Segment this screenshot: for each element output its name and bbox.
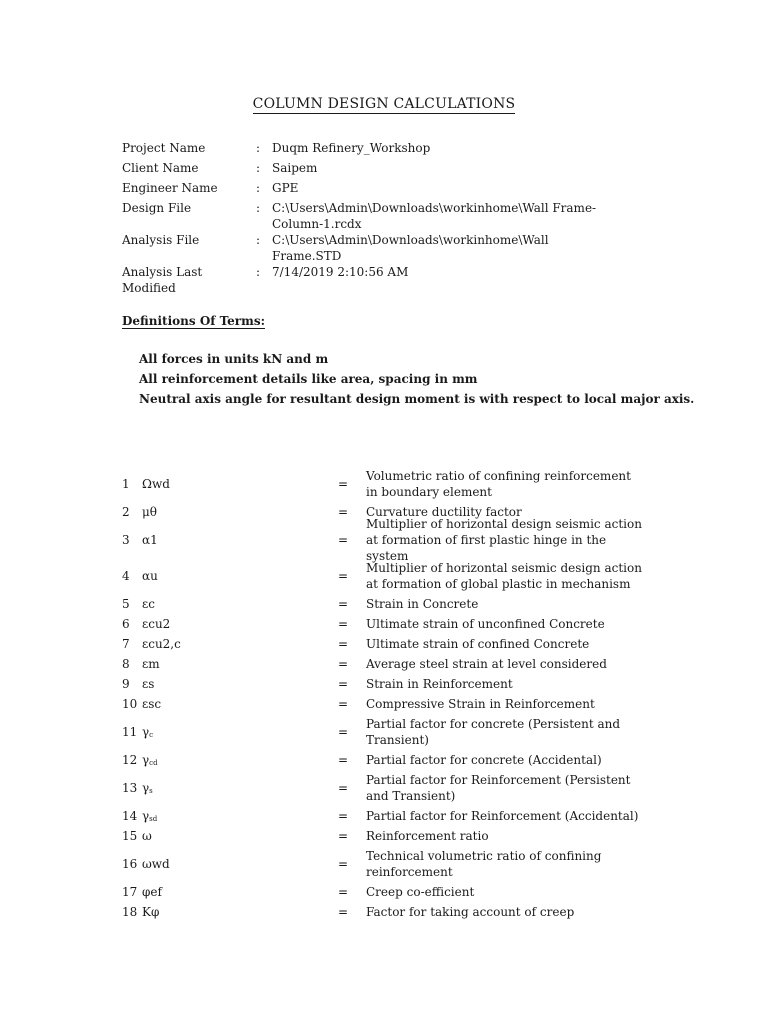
info-colon: : — [256, 233, 261, 247]
term-equals: = — [338, 617, 349, 631]
term-equals: = — [338, 677, 349, 691]
term-symbol-text: εm — [142, 657, 160, 671]
term-symbol-text: ωwd — [142, 857, 170, 871]
term-symbol-text: αu — [142, 569, 158, 583]
term-row — [122, 614, 652, 634]
term-number: 14 — [122, 809, 138, 823]
term-symbol-text: γ — [142, 809, 150, 823]
term-symbol-subscript: cd — [149, 759, 158, 767]
note-reinforcement-units: All reinforcement details like area, spacing in mm — [139, 372, 478, 386]
term-description: Average steel strain at level considered — [366, 657, 607, 671]
term-symbol-text: εcu2,c — [142, 637, 181, 651]
term-number: 10 — [122, 697, 138, 711]
term-row — [122, 594, 652, 614]
note-forces-units: All forces in units kN and m — [139, 352, 329, 366]
term-description: Partial factor for Reinforcement (Accidental) — [366, 809, 639, 823]
term-symbol-subscript: sd — [149, 815, 158, 823]
term-number: 13 — [122, 781, 138, 795]
term-symbol-text: α1 — [142, 533, 158, 547]
term-number: 15 — [122, 829, 138, 843]
term-symbol — [142, 828, 338, 844]
term-equals: = — [338, 533, 349, 547]
term-description: Compressive Strain in Reinforcement — [366, 697, 595, 711]
term-symbol — [142, 856, 338, 872]
term-symbol-text: εsc — [142, 697, 162, 711]
term-equals: = — [338, 809, 349, 823]
info-row-engineer-name — [122, 180, 642, 200]
term-number: 16 — [122, 857, 138, 871]
term-description: Ultimate strain of confined Concrete — [366, 637, 590, 651]
term-symbol-text: Ωwd — [142, 477, 170, 491]
term-row — [122, 846, 652, 882]
term-description: Partial factor for concrete (Accidental) — [366, 753, 602, 767]
term-symbol — [142, 884, 338, 900]
term-symbol-text: γ — [142, 725, 150, 739]
term-symbol — [142, 476, 338, 492]
term-symbol-text: Kφ — [142, 905, 160, 919]
term-symbol — [142, 532, 338, 548]
info-label: Client Name — [122, 161, 199, 175]
term-equals: = — [338, 753, 349, 767]
term-symbol — [142, 808, 338, 824]
term-row — [122, 674, 652, 694]
definitions-heading — [122, 313, 265, 329]
term-equals: = — [338, 637, 349, 651]
term-symbol-text: φef — [142, 885, 162, 899]
term-equals: = — [338, 857, 349, 871]
term-equals: = — [338, 697, 349, 711]
definitions-heading-text: Definitions Of Terms: — [122, 314, 265, 328]
note-neutral-axis: Neutral axis angle for resultant design moment is with respect to local major axis. — [139, 392, 695, 406]
term-row — [122, 694, 652, 714]
term-number: 8 — [122, 657, 130, 671]
info-label: Analysis File — [122, 233, 200, 247]
term-symbol-text: γ — [142, 753, 150, 767]
term-row — [122, 558, 652, 594]
term-symbol — [142, 676, 338, 692]
term-symbol-subscript: s — [149, 787, 153, 795]
term-equals: = — [338, 597, 349, 611]
term-equals: = — [338, 505, 349, 519]
term-symbol-subscript: c — [149, 731, 154, 739]
info-value: 7/14/2019 2:10:56 AM — [272, 265, 409, 279]
term-number: 12 — [122, 753, 138, 767]
term-row — [122, 750, 652, 770]
term-symbol — [142, 780, 338, 796]
term-symbol-text: γ — [142, 781, 150, 795]
term-row — [122, 770, 652, 806]
term-equals: = — [338, 657, 349, 671]
term-description: Reinforcement ratio — [366, 829, 489, 843]
info-colon: : — [256, 161, 261, 175]
document-title-text: COLUMN DESIGN CALCULATIONS — [252, 96, 516, 112]
info-colon: : — [256, 265, 261, 279]
info-colon: : — [256, 181, 261, 195]
term-equals: = — [338, 829, 349, 843]
term-row — [122, 882, 652, 902]
info-label: Analysis Last Modified — [122, 265, 203, 295]
term-description: Strain in Reinforcement — [366, 677, 513, 691]
info-colon: : — [256, 141, 261, 155]
term-symbol-text: εcu2 — [142, 617, 171, 631]
project-info — [122, 140, 642, 295]
term-row — [122, 826, 652, 846]
term-equals: = — [338, 569, 349, 583]
term-symbol — [142, 724, 338, 740]
term-description: Ultimate strain of unconfined Concrete — [366, 617, 605, 631]
info-row-client-name — [122, 160, 642, 180]
term-symbol-text: εc — [142, 597, 155, 611]
term-equals: = — [338, 781, 349, 795]
term-description: Strain in Concrete — [366, 597, 479, 611]
info-label: Project Name — [122, 141, 206, 155]
info-value: Saipem — [272, 161, 318, 175]
terms-table — [122, 466, 652, 922]
term-description: Factor for taking account of creep — [366, 905, 575, 919]
term-description: Technical volumetric ratio of confining reinforcement — [366, 849, 602, 879]
term-row — [122, 714, 652, 750]
document-title — [0, 96, 768, 112]
term-description: Creep co-efficient — [366, 885, 475, 899]
term-number: 1 — [122, 477, 130, 491]
info-row-analysis-file — [122, 232, 642, 264]
term-number: 2 — [122, 505, 130, 519]
term-row — [122, 806, 652, 826]
info-value: C:\Users\Admin\Downloads\workinhome\Wall Frame-Column-1.rcdx — [272, 201, 597, 231]
term-row — [122, 466, 652, 502]
units-notes — [139, 351, 694, 411]
term-symbol — [142, 656, 338, 672]
term-number: 6 — [122, 617, 130, 631]
term-equals: = — [338, 885, 349, 899]
term-description: Multiplier of horizontal design seismic action at formation of first plastic hinge in the system — [366, 517, 642, 563]
term-symbol — [142, 616, 338, 632]
info-value: C:\Users\Admin\Downloads\workinhome\Wall Frame.STD — [272, 233, 549, 263]
term-row — [122, 902, 652, 922]
info-colon: : — [256, 201, 261, 215]
term-equals: = — [338, 477, 349, 491]
term-row — [122, 634, 652, 654]
term-symbol — [142, 696, 338, 712]
term-number: 3 — [122, 533, 130, 547]
term-symbol — [142, 504, 338, 520]
term-row — [122, 517, 652, 563]
info-row-design-file — [122, 200, 642, 232]
term-symbol-text: μθ — [142, 505, 158, 519]
term-number: 17 — [122, 885, 138, 899]
info-row-analysis-last-modified — [122, 264, 642, 295]
term-number: 11 — [122, 725, 138, 739]
term-description: Volumetric ratio of confining reinforcement in boundary element — [366, 469, 631, 499]
term-symbol-text: ω — [142, 829, 152, 843]
term-symbol — [142, 636, 338, 652]
info-label: Design File — [122, 201, 192, 215]
term-description: Curvature ductility factor — [366, 505, 522, 519]
term-equals: = — [338, 725, 349, 739]
term-number: 9 — [122, 677, 130, 691]
term-symbol — [142, 752, 338, 768]
term-number: 5 — [122, 597, 130, 611]
info-value: Duqm Refinery_Workshop — [272, 141, 431, 155]
term-number: 7 — [122, 637, 130, 651]
term-description: Multiplier of horizontal seismic design action at formation of global plastic in mechanism — [366, 561, 642, 591]
term-equals: = — [338, 905, 349, 919]
term-number: 18 — [122, 905, 138, 919]
info-label: Engineer Name — [122, 181, 218, 195]
term-description: Partial factor for concrete (Persistent and Transient) — [366, 717, 621, 747]
info-row-project-name — [122, 140, 642, 160]
term-symbol — [142, 568, 338, 584]
term-symbol-text: εs — [142, 677, 155, 691]
term-row — [122, 654, 652, 674]
term-description: Partial factor for Reinforcement (Persistent and Transient) — [366, 773, 631, 803]
term-number: 4 — [122, 569, 130, 583]
term-symbol — [142, 904, 338, 920]
info-value: GPE — [272, 181, 299, 195]
term-symbol — [142, 596, 338, 612]
